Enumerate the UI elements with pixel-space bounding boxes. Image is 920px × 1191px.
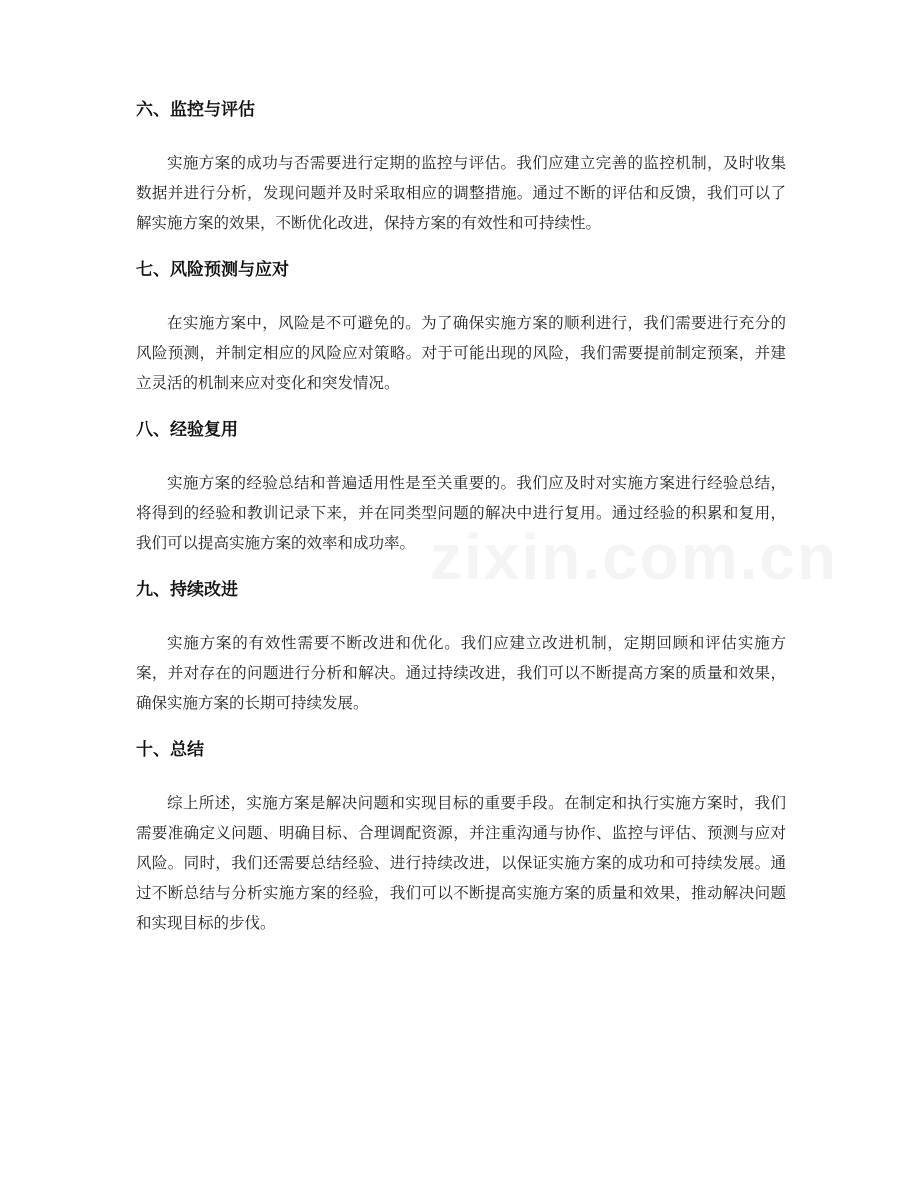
section-experience-reuse <box>136 418 786 558</box>
section-paragraph: 实施方案的成功与否需要进行定期的监控与评估。我们应建立完善的监控机制，及时收集数据并进行分析，发现问题并及时采取相应的调整措施。通过不断的评估和反馈，我们可以了解实施方案的效果，不断优化改进，保持方案的有效性和可持续性。 <box>136 154 786 232</box>
section-paragraph: 实施方案的有效性需要不断改进和优化。我们应建立改进机制，定期回顾和评估实施方案，并对存在的问题进行分析和解决。通过持续改进，我们可以不断提高方案的质量和效果，确保实施方案的长期可持续发展。 <box>136 634 786 712</box>
document-content <box>136 98 786 958</box>
section-heading: 九、持续改进 <box>136 580 238 600</box>
section-paragraph: 实施方案的经验总结和普遍适用性是至关重要的。我们应及时对实施方案进行经验总结，将得到的经验和教训记录下来，并在同类型问题的解决中进行复用。通过经验的积累和复用，我们可以提高实施方案的效率和成功率。 <box>136 474 786 552</box>
section-monitoring <box>136 98 786 238</box>
section-summary <box>136 738 786 938</box>
section-heading: 七、风险预测与应对 <box>136 260 289 280</box>
section-paragraph: 在实施方案中，风险是不可避免的。为了确保实施方案的顺利进行，我们需要进行充分的风险预测，并制定相应的风险应对策略。对于可能出现的风险，我们需要提前制定预案，并建立灵活的机制来应对变化和突发情况。 <box>136 314 786 392</box>
section-heading: 六、监控与评估 <box>136 100 255 120</box>
section-continuous-improvement <box>136 578 786 718</box>
section-paragraph: 综上所述，实施方案是解决问题和实现目标的重要手段。在制定和执行实施方案时，我们需要准确定义问题、明确目标、合理调配资源，并注重沟通与协作、监控与评估、预测与应对风险。同时，我们还需要总结经验、进行持续改进，以保证实施方案的成功和可持续发展。通过不断总结与分析实施方案的经验，我们可以不断提高实施方案的质量和效果，推动解决问题和实现目标的步伐。 <box>136 794 786 932</box>
section-heading: 十、总结 <box>136 740 204 760</box>
section-heading: 八、经验复用 <box>136 420 238 440</box>
section-risk <box>136 258 786 398</box>
